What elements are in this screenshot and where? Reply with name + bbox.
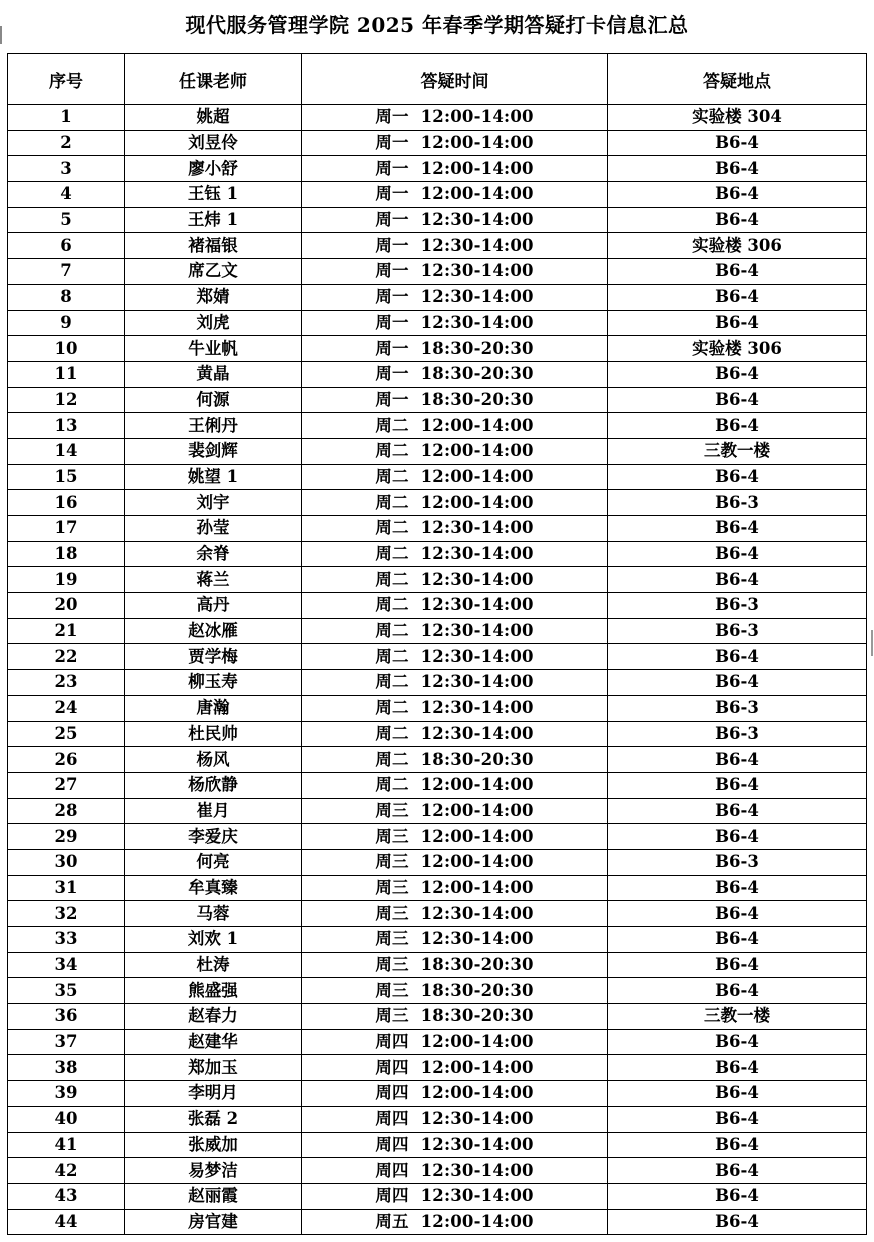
table-row (8, 413, 867, 439)
cell-index: 24 (8, 695, 125, 721)
cell-location: B6-4 (608, 413, 867, 439)
cell-time: 周一 12:30-14:00 (302, 259, 608, 285)
cell-time: 周五 12:00-14:00 (302, 1209, 608, 1235)
cell-location: B6-4 (608, 747, 867, 773)
table-row (8, 978, 867, 1004)
cell-location: B6-4 (608, 259, 867, 285)
cell-time: 周二 12:30-14:00 (302, 721, 608, 747)
cell-time: 周二 12:30-14:00 (302, 567, 608, 593)
cell-teacher: 刘昱伶 (125, 130, 302, 156)
cell-index: 29 (8, 824, 125, 850)
cell-teacher: 杨欣静 (125, 772, 302, 798)
cell-index: 18 (8, 541, 125, 567)
cell-time: 周三 12:00-14:00 (302, 798, 608, 824)
cell-time: 周四 12:30-14:00 (302, 1158, 608, 1184)
cell-location: B6-4 (608, 207, 867, 233)
table-row (8, 798, 867, 824)
cell-time: 周一 12:30-14:00 (302, 310, 608, 336)
cell-time: 周一 12:30-14:00 (302, 284, 608, 310)
cell-index: 10 (8, 336, 125, 362)
cell-index: 33 (8, 927, 125, 953)
cell-location: B6-3 (608, 593, 867, 619)
cell-time: 周二 12:00-14:00 (302, 438, 608, 464)
cell-teacher: 赵建华 (125, 1029, 302, 1055)
cell-index: 19 (8, 567, 125, 593)
cell-index: 25 (8, 721, 125, 747)
cell-teacher: 杜涛 (125, 952, 302, 978)
table-body (8, 105, 867, 1235)
table-row (8, 336, 867, 362)
table-row (8, 927, 867, 953)
table-row (8, 1055, 867, 1081)
cell-location: B6-4 (608, 1209, 867, 1235)
cell-time: 周二 12:30-14:00 (302, 593, 608, 619)
cell-teacher: 牟真臻 (125, 875, 302, 901)
table-row (8, 464, 867, 490)
cell-index: 39 (8, 1081, 125, 1107)
table-row (8, 824, 867, 850)
cell-time: 周一 12:00-14:00 (302, 130, 608, 156)
cell-teacher: 房官建 (125, 1209, 302, 1235)
table-row (8, 387, 867, 413)
cell-location: 实验楼 304 (608, 105, 867, 131)
cell-teacher: 刘宇 (125, 490, 302, 516)
cell-teacher: 何源 (125, 387, 302, 413)
table-row (8, 1158, 867, 1184)
cell-location: B6-4 (608, 670, 867, 696)
cell-index: 9 (8, 310, 125, 336)
cell-location: B6-4 (608, 182, 867, 208)
cell-teacher: 何亮 (125, 849, 302, 875)
header-teacher: 任课老师 (125, 54, 302, 105)
cell-time: 周一 12:30-14:00 (302, 207, 608, 233)
cell-index: 43 (8, 1183, 125, 1209)
table-row (8, 747, 867, 773)
cell-location: B6-4 (608, 1106, 867, 1132)
cell-location: B6-4 (608, 644, 867, 670)
cell-time: 周三 12:30-14:00 (302, 901, 608, 927)
cell-location: B6-4 (608, 387, 867, 413)
cell-index: 7 (8, 259, 125, 285)
cell-teacher: 姚望 1 (125, 464, 302, 490)
table-row (8, 875, 867, 901)
cell-time: 周二 18:30-20:30 (302, 747, 608, 773)
cell-teacher: 牛业帆 (125, 336, 302, 362)
cell-time: 周二 12:30-14:00 (302, 695, 608, 721)
cell-location: 三教一楼 (608, 438, 867, 464)
cell-teacher: 蒋兰 (125, 567, 302, 593)
table-row (8, 361, 867, 387)
cell-index: 26 (8, 747, 125, 773)
cell-index: 28 (8, 798, 125, 824)
cell-time: 周二 12:30-14:00 (302, 516, 608, 542)
cell-time: 周二 12:30-14:00 (302, 541, 608, 567)
table-row (8, 1106, 867, 1132)
table-row (8, 952, 867, 978)
table-row (8, 593, 867, 619)
table-row (8, 670, 867, 696)
cell-time: 周三 12:00-14:00 (302, 824, 608, 850)
table-row (8, 259, 867, 285)
cell-index: 27 (8, 772, 125, 798)
cell-index: 15 (8, 464, 125, 490)
page-edge-mark-right (871, 630, 873, 656)
table-row (8, 156, 867, 182)
cell-index: 34 (8, 952, 125, 978)
cell-location: B6-3 (608, 695, 867, 721)
cell-index: 4 (8, 182, 125, 208)
cell-teacher: 熊盛强 (125, 978, 302, 1004)
cell-teacher: 杨风 (125, 747, 302, 773)
cell-location: B6-4 (608, 567, 867, 593)
table-row (8, 1183, 867, 1209)
cell-location: B6-4 (608, 1158, 867, 1184)
cell-teacher: 裴剑辉 (125, 438, 302, 464)
cell-location: B6-4 (608, 1055, 867, 1081)
cell-index: 30 (8, 849, 125, 875)
cell-time: 周三 18:30-20:30 (302, 978, 608, 1004)
table-row (8, 182, 867, 208)
cell-teacher: 赵冰雁 (125, 618, 302, 644)
cell-location: B6-4 (608, 1132, 867, 1158)
cell-location: B6-3 (608, 721, 867, 747)
table-row (8, 849, 867, 875)
table-row (8, 1081, 867, 1107)
cell-location: B6-4 (608, 952, 867, 978)
cell-time: 周二 12:00-14:00 (302, 413, 608, 439)
table-row (8, 1029, 867, 1055)
cell-location: 三教一楼 (608, 1004, 867, 1030)
cell-location: B6-4 (608, 824, 867, 850)
cell-index: 13 (8, 413, 125, 439)
cell-index: 12 (8, 387, 125, 413)
table-row (8, 516, 867, 542)
table-row (8, 105, 867, 131)
cell-teacher: 席乙文 (125, 259, 302, 285)
table-row (8, 567, 867, 593)
cell-location: B6-4 (608, 310, 867, 336)
table-row (8, 644, 867, 670)
cell-location: B6-4 (608, 464, 867, 490)
cell-location: B6-4 (608, 1081, 867, 1107)
cell-teacher: 王钰 1 (125, 182, 302, 208)
table-row (8, 541, 867, 567)
cell-time: 周三 12:00-14:00 (302, 875, 608, 901)
cell-index: 42 (8, 1158, 125, 1184)
cell-location: B6-4 (608, 798, 867, 824)
table-row (8, 618, 867, 644)
cell-teacher: 唐瀚 (125, 695, 302, 721)
cell-time: 周二 12:00-14:00 (302, 490, 608, 516)
cell-teacher: 王炜 1 (125, 207, 302, 233)
cell-index: 2 (8, 130, 125, 156)
cell-index: 1 (8, 105, 125, 131)
cell-teacher: 廖小舒 (125, 156, 302, 182)
cell-teacher: 李明月 (125, 1081, 302, 1107)
cell-index: 20 (8, 593, 125, 619)
cell-teacher: 张威加 (125, 1132, 302, 1158)
document-title: 现代服务管理学院 2025 年春季学期答疑打卡信息汇总 (185, 13, 689, 37)
cell-index: 8 (8, 284, 125, 310)
cell-time: 周四 12:30-14:00 (302, 1132, 608, 1158)
cell-time: 周二 12:30-14:00 (302, 670, 608, 696)
cell-time: 周三 18:30-20:30 (302, 1004, 608, 1030)
table-row (8, 490, 867, 516)
cell-teacher: 姚超 (125, 105, 302, 131)
cell-location: B6-4 (608, 1029, 867, 1055)
cell-index: 31 (8, 875, 125, 901)
cell-time: 周四 12:30-14:00 (302, 1183, 608, 1209)
cell-location: B6-4 (608, 927, 867, 953)
cell-index: 14 (8, 438, 125, 464)
cell-time: 周一 18:30-20:30 (302, 387, 608, 413)
cell-teacher: 张磊 2 (125, 1106, 302, 1132)
header-index: 序号 (8, 54, 125, 105)
cell-time: 周三 12:00-14:00 (302, 849, 608, 875)
header-location: 答疑地点 (608, 54, 867, 105)
cell-location: 实验楼 306 (608, 233, 867, 259)
cell-time: 周一 18:30-20:30 (302, 336, 608, 362)
table-row (8, 901, 867, 927)
cell-location: B6-4 (608, 284, 867, 310)
cell-teacher: 褚福银 (125, 233, 302, 259)
cell-teacher: 崔月 (125, 798, 302, 824)
cell-index: 21 (8, 618, 125, 644)
cell-time: 周一 12:00-14:00 (302, 156, 608, 182)
cell-location: B6-3 (608, 490, 867, 516)
cell-teacher: 柳玉寿 (125, 670, 302, 696)
cell-time: 周四 12:00-14:00 (302, 1055, 608, 1081)
cell-time: 周二 12:30-14:00 (302, 644, 608, 670)
cell-location: B6-4 (608, 130, 867, 156)
cell-location: B6-4 (608, 516, 867, 542)
cell-location: B6-4 (608, 772, 867, 798)
cell-teacher: 高丹 (125, 593, 302, 619)
cell-teacher: 余脊 (125, 541, 302, 567)
qa-schedule-table (7, 53, 867, 1235)
cell-location: B6-4 (608, 978, 867, 1004)
cell-index: 11 (8, 361, 125, 387)
cell-index: 23 (8, 670, 125, 696)
cell-teacher: 杜民帅 (125, 721, 302, 747)
cell-time: 周三 12:30-14:00 (302, 927, 608, 953)
cell-teacher: 郑加玉 (125, 1055, 302, 1081)
cell-location: B6-4 (608, 541, 867, 567)
cell-teacher: 黄晶 (125, 361, 302, 387)
header-time: 答疑时间 (302, 54, 608, 105)
cell-location: 实验楼 306 (608, 336, 867, 362)
cell-teacher: 王俐丹 (125, 413, 302, 439)
cell-teacher: 刘虎 (125, 310, 302, 336)
cell-teacher: 刘欢 1 (125, 927, 302, 953)
cell-time: 周一 18:30-20:30 (302, 361, 608, 387)
table-row (8, 695, 867, 721)
table-row (8, 1132, 867, 1158)
cell-teacher: 易梦洁 (125, 1158, 302, 1184)
cell-index: 41 (8, 1132, 125, 1158)
cell-teacher: 贾学梅 (125, 644, 302, 670)
cell-index: 3 (8, 156, 125, 182)
cell-location: B6-4 (608, 1183, 867, 1209)
table-row (8, 233, 867, 259)
cell-index: 44 (8, 1209, 125, 1235)
cell-index: 40 (8, 1106, 125, 1132)
cell-location: B6-3 (608, 618, 867, 644)
cell-index: 22 (8, 644, 125, 670)
cell-teacher: 赵丽霞 (125, 1183, 302, 1209)
cell-index: 35 (8, 978, 125, 1004)
cell-index: 36 (8, 1004, 125, 1030)
table-row (8, 1209, 867, 1235)
cell-teacher: 孙莹 (125, 516, 302, 542)
cell-index: 32 (8, 901, 125, 927)
cell-time: 周四 12:30-14:00 (302, 1106, 608, 1132)
cell-teacher: 李爱庆 (125, 824, 302, 850)
cell-time: 周三 18:30-20:30 (302, 952, 608, 978)
table-row (8, 1004, 867, 1030)
table-header-row (8, 54, 867, 105)
table-row (8, 438, 867, 464)
table-row (8, 721, 867, 747)
table-row (8, 130, 867, 156)
cell-index: 6 (8, 233, 125, 259)
cell-time: 周一 12:30-14:00 (302, 233, 608, 259)
cell-time: 周二 12:00-14:00 (302, 464, 608, 490)
cell-location: B6-4 (608, 875, 867, 901)
cell-location: B6-3 (608, 849, 867, 875)
cell-time: 周四 12:00-14:00 (302, 1081, 608, 1107)
cell-location: B6-4 (608, 361, 867, 387)
cell-location: B6-4 (608, 901, 867, 927)
cell-time: 周二 12:30-14:00 (302, 618, 608, 644)
cell-index: 37 (8, 1029, 125, 1055)
cell-index: 17 (8, 516, 125, 542)
table-row (8, 284, 867, 310)
cell-time: 周一 12:00-14:00 (302, 182, 608, 208)
cell-teacher: 郑婧 (125, 284, 302, 310)
table-row (8, 207, 867, 233)
cell-index: 16 (8, 490, 125, 516)
cell-index: 5 (8, 207, 125, 233)
cell-teacher: 赵春力 (125, 1004, 302, 1030)
table-row (8, 772, 867, 798)
cell-time: 周一 12:00-14:00 (302, 105, 608, 131)
table-row (8, 310, 867, 336)
cell-time: 周二 12:00-14:00 (302, 772, 608, 798)
cell-teacher: 马蓉 (125, 901, 302, 927)
cell-time: 周四 12:00-14:00 (302, 1029, 608, 1055)
cell-index: 38 (8, 1055, 125, 1081)
cell-location: B6-4 (608, 156, 867, 182)
